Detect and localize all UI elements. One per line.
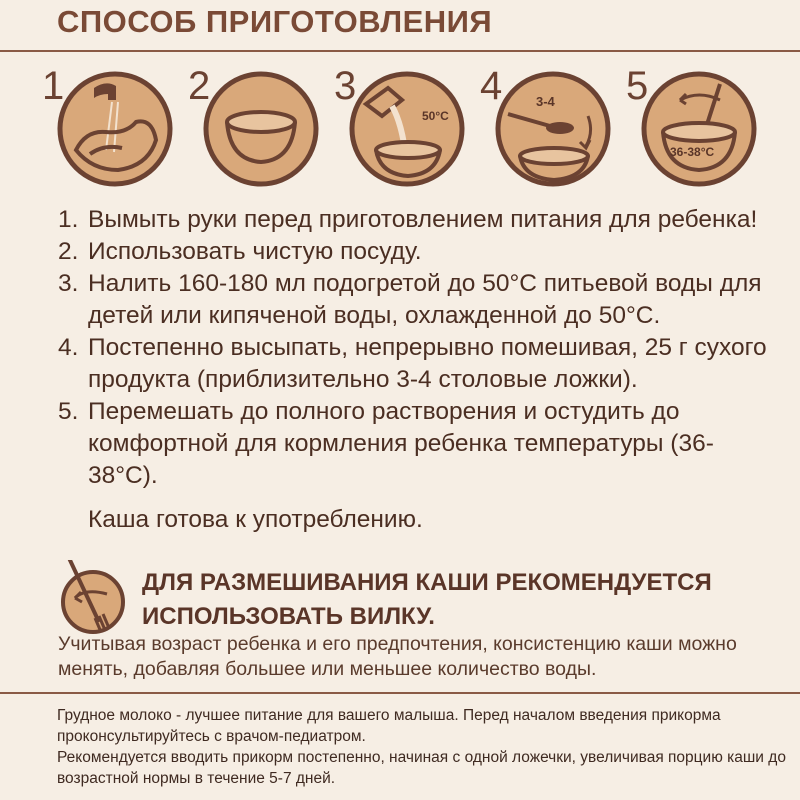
instruction-item: [58, 236, 768, 268]
step-number: 5: [626, 64, 649, 108]
instruction-text: Налить 160-180 мл подогретой до 50°С питьевой воды для детей или кипяченой воды, охлажденной до 50°С.: [88, 270, 762, 329]
footer-line2: Рекомендуется вводить прикорм постепенно, начиная с одной ложечки, увеличивая порцию каши до возрастной нормы в течение 5-7 дней.: [57, 749, 786, 787]
footer-line1: Грудное молоко - лучшее питание для вашего малыша. Перед началом введения прикорма проконсультируйтесь с врачом-педиатром.: [57, 707, 721, 745]
title-divider: [0, 50, 800, 52]
step-2: [188, 62, 328, 202]
temperature-label: 50°C: [422, 109, 449, 123]
consistency-note: Учитывая возраст ребенка и его предпочтения, консистенцию каши можно менять, добавляя большее или меньшее количество воды.: [58, 633, 737, 680]
instruction-number: 4.: [58, 334, 79, 361]
fork-stir-icon: [55, 560, 135, 640]
page-title: СПОСОБ ПРИГОТОВЛЕНИЯ: [57, 4, 493, 39]
hand-washing-icon: [56, 70, 174, 188]
instruction-number: 1.: [58, 206, 79, 233]
temperature-range-label: 36-38°C: [670, 145, 715, 159]
instruction-item: [58, 268, 768, 332]
instruction-number: 5.: [58, 398, 79, 425]
footer-divider: [0, 692, 800, 694]
step-number: 1: [42, 64, 65, 108]
step-1: [42, 62, 182, 202]
empty-bowl-icon: [202, 70, 320, 188]
step-number: 3: [334, 64, 357, 108]
ready-text: Каша готова к употреблению.: [88, 506, 423, 533]
footer-disclaimer: [57, 705, 787, 789]
instruction-item: [58, 332, 768, 396]
instruction-number: 2.: [58, 238, 79, 265]
instructions-list: [58, 204, 768, 536]
instruction-item: [58, 204, 768, 236]
fork-tip: [55, 560, 775, 640]
instruction-item: [58, 396, 768, 492]
fork-tip-line1: ДЛЯ РАЗМЕШИВАНИЯ КАШИ РЕКОМЕНДУЕТСЯ: [142, 569, 712, 596]
stir-bowl-icon: [640, 70, 758, 188]
step-number: 4: [480, 64, 503, 108]
step-3: [334, 62, 474, 202]
step-4: [480, 62, 620, 202]
fork-tip-line2: ИСПОЛЬЗОВАТЬ ВИЛКУ.: [142, 603, 435, 630]
instruction-number: 3.: [58, 270, 79, 297]
instruction-text: Вымыть руки перед приготовлением питания для ребенка!: [88, 206, 758, 233]
instruction-text: Использовать чистую посуду.: [88, 238, 422, 265]
steps-row: [30, 62, 770, 202]
instruction-text: Постепенно высыпать, непрерывно помешивая, 25 г сухого продукта (приблизительно 3-4 столовые ложки).: [88, 334, 767, 393]
spoons-label: 3-4: [536, 94, 555, 109]
step-5: [626, 62, 766, 202]
spoon-add-powder-icon: [494, 70, 612, 188]
step-number: 2: [188, 64, 211, 108]
instruction-text: Перемешать до полного растворения и остудить до комфортной для кормления ребенка температуры (36-38°С).: [88, 398, 714, 489]
fork-tip-text: [142, 566, 712, 634]
pour-water-icon: [348, 70, 466, 188]
